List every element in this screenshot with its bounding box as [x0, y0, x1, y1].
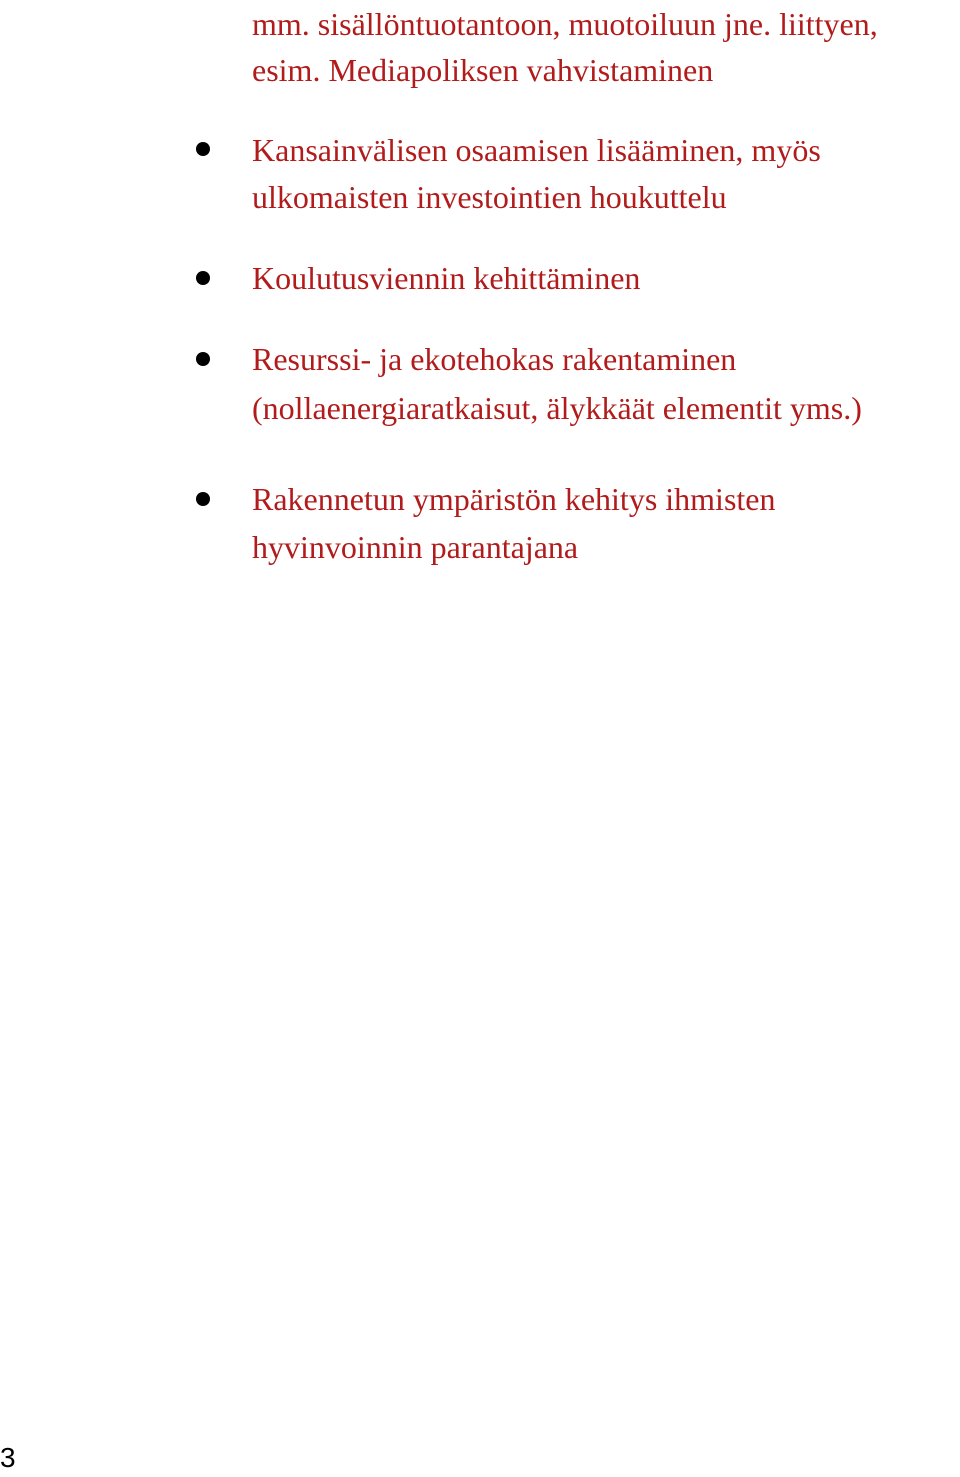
bullet-icon — [196, 271, 210, 285]
continuation-line-1: mm. sisällöntuotantoon, muotoiluun jne. liittyen, — [252, 6, 878, 42]
bullet-4-line-1: Rakennetun ympäristön kehitys ihmisten — [252, 481, 776, 517]
bullet-1-line-2: ulkomaisten investointien houkuttelu — [252, 179, 727, 215]
bullet-1-line-1: Kansainvälisen osaamisen lisääminen, myös — [252, 132, 821, 168]
bullet-icon — [196, 492, 210, 506]
bullet-3-line-1: Resurssi- ja ekotehokas rakentaminen — [252, 341, 737, 377]
bullet-3-line-2: (nollaenergiaratkaisut, älykkäät elementit yms.) — [252, 390, 862, 426]
page-number: 3 — [0, 1442, 16, 1473]
bullet-4-line-2: hyvinvoinnin parantajana — [252, 529, 579, 565]
bullet-icon — [196, 142, 210, 156]
continuation-line-2: esim. Mediapoliksen vahvistaminen — [252, 52, 714, 88]
bullet-2-line-1: Koulutusviennin kehittäminen — [252, 260, 641, 296]
bullet-icon — [196, 352, 210, 366]
